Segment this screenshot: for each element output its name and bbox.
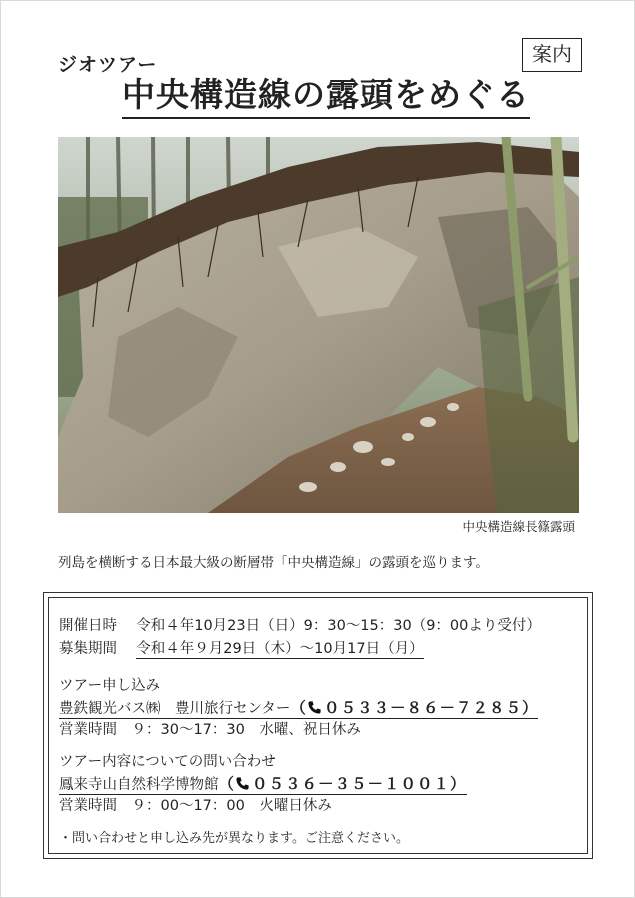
apply-phone[interactable]: （ ０５３３－８６－７２８５） bbox=[290, 696, 538, 719]
phone-icon bbox=[307, 700, 322, 715]
inquiry-contact-row bbox=[59, 772, 467, 795]
subtitle: ジオツアー bbox=[58, 54, 158, 76]
inquiry-organization: 鳳来寺山自然科学博物館 bbox=[59, 773, 219, 795]
apply-heading: ツアー申し込み bbox=[59, 678, 161, 694]
caution-note: ・問い合わせと申し込み先が異なります。ご注意ください。 bbox=[59, 831, 409, 846]
lead-text: 列島を横断する日本最大級の断層帯「中央構造線」の露頭を巡ります。 bbox=[58, 555, 489, 571]
apply-contact-row bbox=[59, 696, 538, 719]
phone-icon bbox=[235, 776, 250, 791]
recruit-period-label: 募集期間 bbox=[59, 641, 117, 657]
apply-organization: 豊鉄観光バス㈱ 豊川旅行センター bbox=[59, 697, 290, 719]
outcrop-photo bbox=[58, 137, 579, 513]
info-box bbox=[43, 592, 593, 859]
photo-caption: 中央構造線長篠露頭 bbox=[462, 519, 575, 534]
event-date-label: 開催日時 bbox=[59, 618, 117, 634]
guide-badge: 案内 bbox=[522, 38, 582, 72]
inquiry-heading: ツアー内容についての問い合わせ bbox=[59, 754, 276, 770]
recruit-period-row bbox=[59, 637, 424, 659]
inquiry-hours: 営業時間 ９：00～17：00 火曜日休み bbox=[59, 798, 332, 814]
page-title: 中央構造線の露頭をめぐる bbox=[122, 74, 530, 119]
event-date-value: 令和４年10月23日（日）9：30～15：30（9：00より受付） bbox=[136, 618, 541, 634]
inquiry-phone[interactable]: （ ０５３６－３５－１００１） bbox=[219, 772, 467, 795]
apply-hours: 営業時間 ９：30～17：30 水曜、祝日休み bbox=[59, 722, 361, 738]
event-date-row bbox=[59, 614, 541, 635]
recruit-period-value: 令和４年９月29日（木）～10月17日（月） bbox=[136, 637, 423, 659]
